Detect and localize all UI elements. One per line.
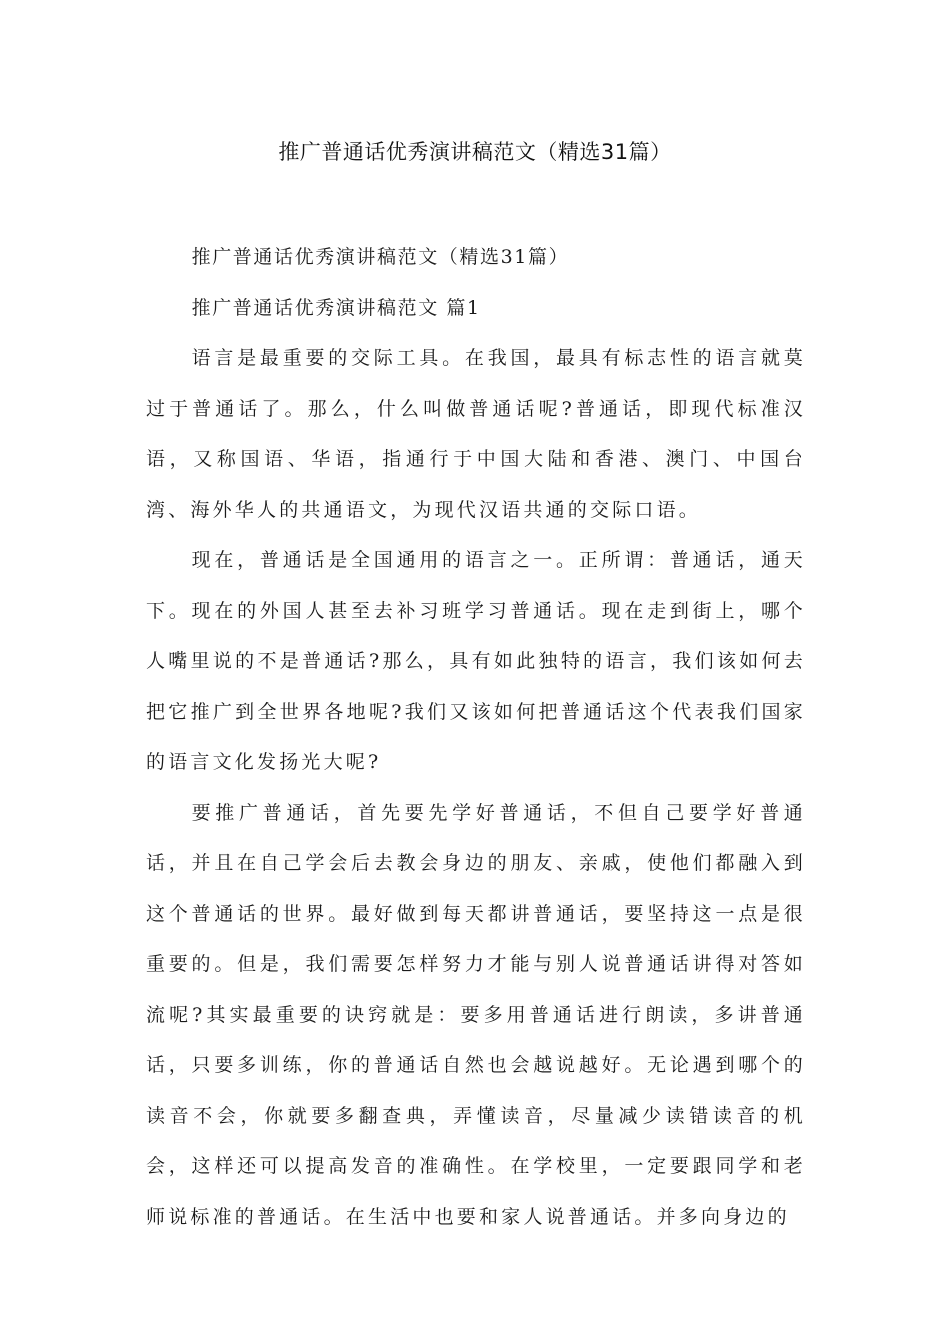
section-heading: 推广普通话优秀演讲稿范文 篇1 <box>191 296 481 319</box>
document-title: 推广普通话优秀演讲稿范文（精选31篇） <box>278 140 672 164</box>
document-body <box>146 232 806 1242</box>
paragraph-2: 现在，普通话是全国通用的语言之一。正所谓：普通话，通天下。现在的外国人甚至去补习班学习普通话。现在走到街上，哪个人嘴里说的不是普通话?那么，具有如此独特的语言，我们该如何去把它推广到全世界各地呢?我们又该如何把普通话这个代表我们国家的语言文化发扬光大呢? <box>146 549 806 773</box>
subtitle-line: 推广普通话优秀演讲稿范文（精选31篇） <box>191 246 570 268</box>
paragraph-1: 语言是最重要的交际工具。在我国，最具有标志性的语言就莫过于普通话了。那么，什么叫做普通话呢?普通话，即现代标准汉语，又称国语、华语，指通行于中国大陆和香港、澳门、中国台湾、海外华人的共通语文，为现代汉语共通的交际口语。 <box>146 347 806 521</box>
paragraph-3: 要推广普通话，首先要先学好普通话，不但自己要学好普通话，并且在自己学会后去教会身边的朋友、亲戚，使他们都融入到这个普通话的世界。最好做到每天都讲普通话，要坚持这一点是很重要的。但是，我们需要怎样努力才能与别人说普通话讲得对答如流呢?其实最重要的诀窍就是：要多用普通话进行朗读，多讲普通话，只要多训练，你的普通话自然也会越说越好。无论遇到哪个的读音不会，你就要多翻查典，弄懂读音，尽量减少读错读音的机会，这样还可以提高发音的准确性。在学校里，一定要跟同学和老师说标准的普通话。在生活中也要和家人说普通话。并多向身边的 <box>146 801 806 1228</box>
